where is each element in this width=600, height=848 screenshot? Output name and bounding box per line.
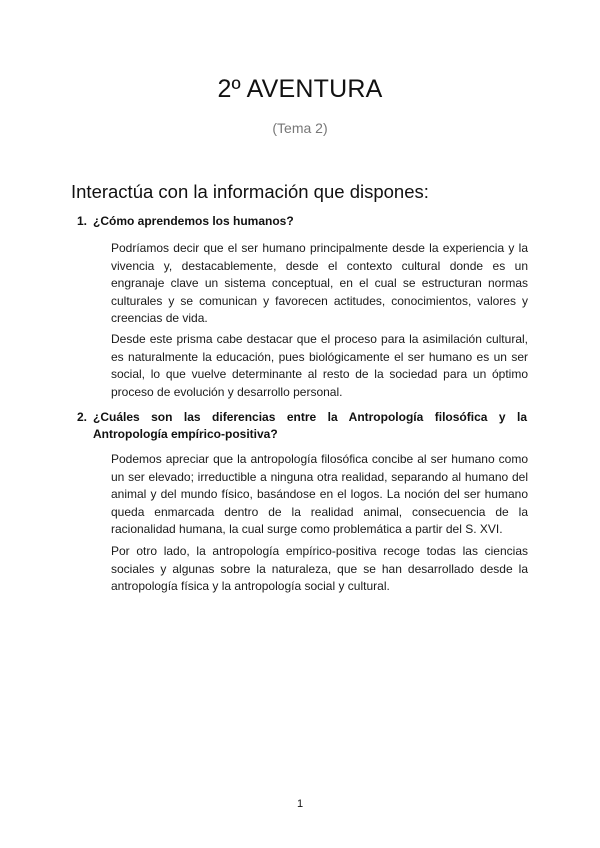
question-1-paragraph-1: Podríamos decir que el ser humano principalmente desde la experiencia y la vivencia y, destacablemente, desde el contexto cultural donde es un engranaje clave un sistema conceptual, en el cual se estructuran normas culturales y se comunican y favorecen actitudes, conocimientos, valores y creencias de vida. [111,241,528,326]
question-2-paragraph-2: Por otro lado, la antropología empírico-positiva recoge todas las ciencias sociales y algunas sobre la naturaleza, que se han desarrollado desde la antropología física y la antropología social y cultural. [111,544,528,594]
question-1-number: 1. [77,214,88,228]
page-number: 1 [296,798,304,810]
question-1-text: ¿Cómo aprendemos los humanos? [93,214,294,228]
question-1 [77,213,527,230]
question-2-number: 2. [77,410,88,424]
question-1-paragraph-2: Desde este prisma cabe destacar que el proceso para la asimilación cultural, es naturalmente la educación, pues biológicamente el ser humano es un ser social, lo que vuelve determinante al resto de la sociedad para un óptimo proceso de evolución y desarrollo personal. [111,332,528,399]
page-subtitle: (Tema 2) [272,120,328,136]
section-heading: Interactúa con la información que dispones: [71,181,429,202]
question-2 [77,409,527,443]
question-2-text: ¿Cuáles son las diferencias entre la Antropología filosófica y la Antropología empírico-positiva? [93,410,527,441]
page-title: 2º AVENTURA [217,75,383,103]
question-2-paragraph-1: Podemos apreciar que la antropología filosófica concibe al ser humano como un ser elevado; irreductible a ninguna otra realidad, separando al humano del animal y del mundo físico, basándose en el logos. La noción del ser humano queda enmarcada dentro de la realidad animal, consecuencia de la racionalidad humana, la cual surge como problemática a partir del S. XVI. [111,452,528,537]
